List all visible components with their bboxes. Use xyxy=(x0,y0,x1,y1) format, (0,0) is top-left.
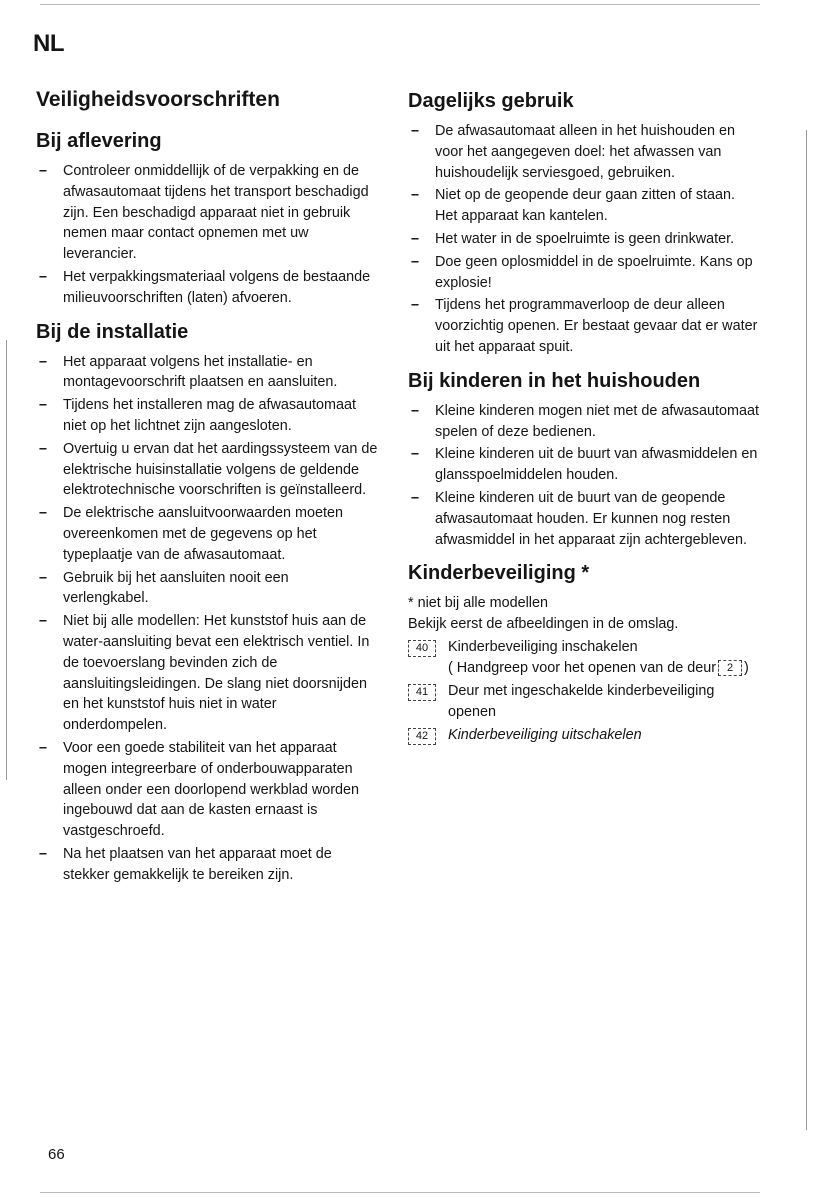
figure-ref-40 xyxy=(408,637,760,679)
list-item: – De elektrische aansluitvoorwaarden moeten overeenkomen met de gegevens op het typeplaatje van de afwasautomaat. xyxy=(36,503,378,565)
figure-ref-box: 2 xyxy=(718,660,742,676)
figure-number-box: 41 xyxy=(408,684,436,701)
figure-caption: Deur met ingeschakelde kinderbeveiliging openen xyxy=(448,682,715,720)
list-item: – Na het plaatsen van het apparaat moet de stekker gemakkelijk te bereiken zijn. xyxy=(36,844,378,886)
figure-number-box: 40 xyxy=(408,640,436,657)
figure-caption: Kinderbeveiliging inschakelen xyxy=(448,638,638,655)
list-item: – Het apparaat volgens het installatie- en montagevoorschrift plaatsen en aansluiten. xyxy=(36,352,378,394)
margin-mark-left xyxy=(6,340,7,780)
section-heading-child-lock: Kinderbeveiliging * xyxy=(408,562,590,585)
list-item: – Tijdens het installeren mag de afwasautomaat niet op het lichtnet zijn aangesloten. xyxy=(36,395,378,437)
figure-subcaption: ( Handgreep voor het openen van de deur xyxy=(448,659,717,676)
list-item: – Doe geen oplosmiddel in de spoelruimte. Kans op explosie! xyxy=(408,252,760,294)
list-item: – Overtuig u ervan dat het aardingssysteem van de elektrische huisinstallatie volgens de geldende elektrotechnische voorschriften is geïnstalleerd. xyxy=(36,439,378,501)
left-column xyxy=(36,86,378,896)
list-item: – Kleine kinderen uit de buurt van afwasmiddelen en glansspoelmiddelen houden. xyxy=(408,444,760,486)
section-heading-daily-use: Dagelijks gebruik xyxy=(408,90,574,112)
language-label: NL xyxy=(33,30,64,57)
figure-number-box: 42 xyxy=(408,728,436,745)
list-item: – Gebruik bij het aansluiten nooit een verlengkabel. xyxy=(36,568,378,610)
figure-ref-41 xyxy=(408,681,760,723)
list-item: – Voor een goede stabiliteit van het apparaat mogen integreerbare of onderbouwapparaten alleen onder een doorlopend werkblad worden ingebouwd dat aan de kasten ernaast is vastgeschroefd. xyxy=(36,738,378,842)
list-item: – Niet bij alle modellen: Het kunststof huis aan de water-aansluiting bevat een elektrisch ventiel. In de toevoerslang bevinden zich de aansluitingsleidingen. De slang niet doorsnijden en het kunststof huis niet in water onderdompelen. xyxy=(36,611,378,736)
list-item: – De afwasautomaat alleen in het huishouden en voor het aangegeven doel: het afwassen van huishoudelijk serviesgoed, gebruiken. xyxy=(408,121,760,183)
margin-mark-right xyxy=(806,130,807,1130)
models-note: * niet bij alle modellen xyxy=(408,595,548,612)
list-item: – Tijdens het programmaverloop de deur alleen voorzichtig openen. Er bestaat gevaar dat er water uit het apparaat spuit. xyxy=(408,295,760,357)
list-item: – Het verpakkingsmateriaal volgens de bestaande milieuvoorschriften (laten) afvoeren. xyxy=(36,267,378,309)
section-heading-installation: Bij de installatie xyxy=(36,320,189,343)
page-number: 66 xyxy=(48,1146,65,1163)
intro-text: Bekijk eerst de afbeeldingen in de omslag. xyxy=(408,616,679,633)
bottom-border-line xyxy=(40,1192,760,1193)
delivery-list xyxy=(36,161,378,309)
daily-use-list xyxy=(408,121,760,358)
list-item: – Controleer onmiddellijk of de verpakking en de afwasautomaat tijdens het transport beschadigd zijn. Een beschadigd apparaat niet in gebruik nemen maar contact opnemen met uw leverancier. xyxy=(36,161,378,265)
right-column xyxy=(408,86,760,746)
section-heading-delivery: Bij aflevering xyxy=(36,130,162,152)
list-item: – Het water in de spoelruimte is geen drinkwater. xyxy=(408,229,760,250)
list-item: – Niet op de geopende deur gaan zitten of staan. Het apparaat kan kantelen. xyxy=(408,185,760,227)
figure-ref-42 xyxy=(408,725,760,746)
list-item: – Kleine kinderen mogen niet met de afwasautomaat spelen of deze bedienen. xyxy=(408,401,760,443)
page-title: Veiligheidsvoorschriften xyxy=(36,88,280,111)
list-item: – Kleine kinderen uit de buurt van de geopende afwasautomaat houden. Er kunnen nog resten afwasmiddel in het apparaat zijn achtergebleven. xyxy=(408,488,760,550)
top-border-line xyxy=(40,4,760,5)
figure-caption: Kinderbeveiliging uitschakelen xyxy=(448,726,642,743)
section-heading-children: Bij kinderen in het huishouden xyxy=(408,369,701,392)
installation-list xyxy=(36,352,378,886)
figure-subcaption-end: ) xyxy=(744,659,749,676)
children-list xyxy=(408,401,760,551)
